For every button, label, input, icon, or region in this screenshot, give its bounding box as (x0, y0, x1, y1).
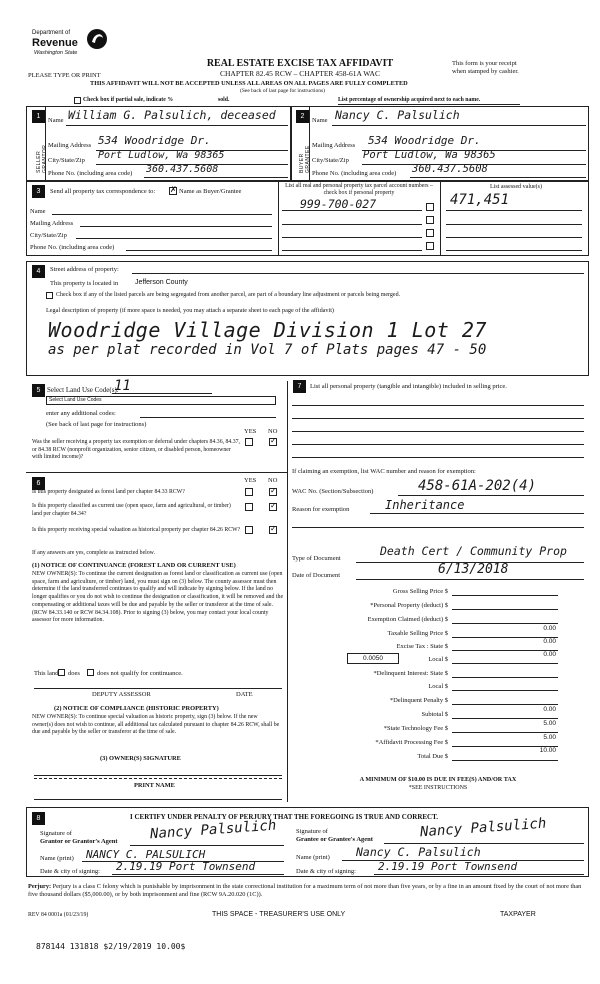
land-does-checkbox[interactable] (58, 669, 65, 676)
excise-local-value: 0.00 (543, 651, 556, 658)
parcel-personal-checkbox-3[interactable] (426, 229, 434, 237)
please-type: PLEASE TYPE OR PRINT (28, 72, 101, 79)
seller-phone-field[interactable]: 360.437.5608 (146, 164, 219, 175)
revenue-logo (32, 28, 112, 64)
personal-property-deduct-label: *Personal Property (deduct) $ (370, 602, 448, 609)
assessed-value-field[interactable]: 471,451 (450, 192, 510, 208)
grantee-sig-label1: Signature of (296, 828, 328, 835)
seller-city-label: City/State/Zip (48, 157, 85, 164)
buyer-mailing-label: Mailing Address (312, 142, 356, 149)
exemption-question: Was the seller receiving a property tax exemption or deferral under chapters 84.36, 84.37, or 84.38 RCW (nonprofit organization, senior citizen, or disabled person, homeowner with limited income)? (32, 439, 240, 460)
section-8-number: 8 (32, 812, 45, 825)
processing-fee-label: *Affidavit Processing Fee $ (375, 739, 448, 746)
parcel-personal-checkbox-1[interactable] (426, 203, 434, 211)
treasurer-use-label: THIS SPACE - TREASURER'S USE ONLY (212, 911, 346, 918)
notice2-title: (2) NOTICE OF COMPLIANCE (HISTORIC PROPERTY) (54, 705, 219, 712)
notice1-text: NEW OWNER(S): To continue the current designation as forest land or classification as current use (open space, farm and agriculture, or timber) land, you must sign on (3) below. The county assessor must then determine if the land transferred continues to qualify and will indicate by signing below. If the land no longer qualifies or you do not wish to continue the designation or classification, it will be removed and the compensating or additional taxes will be due and payable by the seller or transferor at the time of sale. (RCW 84.33.140 or RCW 84.34.108). Prior to signing (3) below, you may contact your local county assessor for more information. (32, 571, 284, 624)
section-7-number: 7 (293, 380, 306, 393)
doc-type-value[interactable]: Death Cert / Community Prop (380, 544, 567, 558)
s5-no-header: NO (268, 428, 278, 435)
exemption-yes-checkbox[interactable] (245, 438, 253, 446)
doc-date-label: Date of Document (292, 572, 341, 579)
buyer-side-label: BUYER GRANTEE (299, 145, 311, 173)
doc-date-value[interactable]: 6/13/2018 (438, 562, 509, 577)
located-in-label: This property is located in (50, 280, 119, 287)
dor-swirl-icon (86, 28, 108, 50)
grantor-signature[interactable]: Nancy Palsulich (149, 817, 277, 843)
warning-line: THIS AFFIDAVIT WILL NOT BE ACCEPTED UNLESS ALL AREAS ON ALL PAGES ARE FULLY COMPLETED (90, 80, 408, 87)
assessor-date-label: DATE (236, 691, 253, 698)
buyer-city-label: City/State/Zip (312, 157, 349, 164)
agency-line2: Revenue (32, 37, 78, 49)
section-4-number: 4 (32, 265, 45, 278)
form-subtitle: CHAPTER 82.45 RCW – CHAPTER 458-61A WAC (220, 69, 380, 78)
parcel-number-field[interactable]: 999-700-027 (300, 197, 377, 211)
technology-fee-label: *State Technology Fee $ (383, 725, 448, 732)
s3-mailing-label: Mailing Address (30, 220, 74, 227)
ownership-label: List percentage of ownership acquired next to each name. (338, 97, 481, 103)
exemption-claimed-label: Exemption Claimed (deduct) $ (367, 616, 448, 623)
forest-yes-checkbox[interactable] (245, 488, 253, 496)
deputy-assessor-label: DEPUTY ASSESSOR (92, 691, 151, 698)
personal-property-label: List all personal property (tangible and intangible) included in selling price. (310, 383, 507, 390)
parcel-personal-checkbox-4[interactable] (426, 242, 434, 250)
owner-signature-label: (3) OWNER(S) SIGNATURE (100, 755, 181, 762)
certify-statement: I CERTIFY UNDER PENALTY OF PERJURY THAT THE FOREGOING IS TRUE AND CORRECT. (130, 813, 439, 821)
seller-mailing-field[interactable]: 534 Woodridge Dr. (98, 134, 211, 147)
notice2-text: NEW OWNER(S): To continue special valuation as historic property, sign (3) below. If the new owner(s) does not wish to continue, all additional tax calculated pursuant to chapter 84.26 RCW, shall be due and payable by the seller or transferor at the time of sale. (32, 714, 280, 736)
perjury-statement (28, 883, 588, 899)
agency-line3: Washington State (34, 50, 78, 56)
seller-phone-label: Phone No. (including area code) (48, 170, 133, 177)
s3-city-label: City/State/Zip (30, 232, 67, 239)
legal-description-line1[interactable]: Woodridge Village Division 1 Lot 27 (48, 318, 487, 342)
local-rate-field[interactable]: 0.0050 (347, 653, 399, 664)
county-value: Jefferson County (135, 279, 188, 286)
send-correspondence-label: Send all property tax correspondence to: (50, 188, 156, 195)
if-yes-instruction: If any answers are yes, complete as instructed below. (32, 550, 155, 556)
historic-no-checkbox[interactable] (269, 526, 277, 534)
grantor-date-label: Date & city of signing: (40, 868, 100, 875)
section-5-number: 5 (32, 384, 45, 397)
delinquent-penalty-label: *Delinquent Penalty $ (389, 697, 448, 704)
minimum-note: A MINIMUM OF $10.00 IS DUE IN FEE(S) AND/OR TAX (359, 776, 517, 783)
excise-state-value: 0.00 (543, 638, 556, 645)
land-use-label: Select Land Use Code(s): (47, 386, 119, 394)
partial-sale-label: Check box if partial sale, indicate % (83, 97, 174, 103)
perjury-text: Perjury is a class C felony which is punishable by imprisonment in the state correctional institution for a maximum term of not more than five years, or by a fine in an amount fixed by the court of not more than five thousand dollars ($5,000.00), or by both imprisonment and fine (RCW 9A.20.020 (1C)). (28, 883, 582, 898)
buyer-name-label: Name (312, 117, 328, 124)
see-instructions: *SEE INSTRUCTIONS (408, 785, 468, 791)
land-use-value[interactable]: 11 (114, 378, 131, 394)
taxable-selling-price-value: 0.00 (543, 625, 556, 632)
exemption-claim-label: If claiming an exemption, list WAC number and reason for exemption: (292, 468, 476, 475)
receipt-note-1: This form is your receipt (452, 60, 517, 67)
excise-state-label: Excise Tax : State $ (396, 643, 448, 650)
s6-yes-header: YES (244, 477, 257, 484)
doc-type-label: Type of Document (292, 555, 341, 562)
instructions-note: (See back of last page for instructions) (240, 88, 325, 94)
delinquent-interest-state-label: *Delinquent Interest: State $ (373, 670, 448, 677)
excise-local-label: Local $ (428, 656, 448, 663)
current-use-no-checkbox[interactable] (269, 503, 277, 511)
legal-description-line2[interactable]: as per plat recorded in Vol 7 of Plats pages 47 - 50 (48, 342, 487, 358)
parcel-header: List all real and personal property tax parcel account numbers – check box if personal property (285, 183, 433, 196)
buyer-phone-field[interactable]: 360.437.5608 (412, 163, 488, 175)
taxpayer-label: TAXPAYER (500, 911, 536, 918)
seller-mailing-label: Mailing Address (48, 142, 92, 149)
gross-selling-price-label: Gross Selling Price $ (392, 588, 448, 595)
land-use-see-back: (See back of last page for instructions) (46, 421, 147, 428)
cashier-stamp: 878144 131818 $2/19/2019 10.00$ (36, 942, 186, 951)
taxable-selling-price-label: Taxable Selling Price $ (387, 630, 448, 637)
technology-fee-value: 5.00 (543, 720, 556, 727)
s6-no-header: NO (268, 477, 278, 484)
delinquent-interest-local-label: Local $ (428, 683, 448, 690)
section-6-number: 6 (32, 477, 45, 490)
segregated-label: Check box if any of the listed parcels are being segregated from another parcel, are part of a boundary line adjustment or parcels being merged. (56, 292, 401, 298)
exemption-no-checkbox[interactable] (269, 438, 277, 446)
agency-line1: Department of (32, 30, 71, 36)
section-2-number: 2 (296, 110, 309, 123)
grantee-signature[interactable]: Nancy Palsulich (419, 815, 547, 841)
reason-value[interactable]: Inheritance (385, 498, 465, 512)
partial-sale-checkbox[interactable] (74, 97, 81, 104)
land-use-dropdown[interactable]: Select Land Use Codes (46, 396, 276, 405)
grantee-name-field[interactable]: Nancy C. Palsulich (356, 845, 481, 859)
grantee-sig-label2: Grantee or Grantee's Agent (296, 836, 373, 843)
receipt-note-2: when stamped by cashier. (452, 68, 519, 75)
s3-phone-label: Phone No. (including area code) (30, 244, 115, 251)
land-does-not-checkbox[interactable] (87, 669, 94, 676)
land-does-label: does (68, 670, 80, 677)
this-land-label: This land (34, 670, 59, 677)
legal-description-label: Legal description of property (if more space is needed, you may attach a separate sheet to each page of the affidavit) (46, 307, 334, 314)
partial-sale-suffix: sold. (218, 97, 230, 103)
current-use-question: Is this property classified as current use (open space, farm and agricultural, or timber) land per chapter 84.34? (32, 503, 231, 517)
subtotal-value: 0.00 (543, 706, 556, 713)
land-does-not-label: does not qualify for continuance. (97, 670, 183, 677)
section-1-number: 1 (32, 110, 45, 123)
form-number: REV 84 0001a (01/23/19) (28, 912, 89, 918)
street-address-label: Street address of property: (50, 266, 119, 273)
grantor-date-field[interactable]: 2.19.19 Port Townsend (116, 860, 256, 873)
segregated-checkbox[interactable] (46, 292, 53, 299)
seller-name-field[interactable]: William G. Palsulich, deceased (68, 108, 276, 122)
same-as-buyer-checkbox[interactable] (169, 187, 177, 195)
grantee-name-label: Name (print) (296, 854, 330, 861)
s5-yes-header: YES (244, 428, 257, 435)
additional-codes-label: enter any additional codes: (46, 410, 116, 417)
grantee-date-label: Date & city of signing: (296, 868, 356, 875)
form-title: REAL ESTATE EXCISE TAX AFFIDAVIT (206, 58, 394, 69)
section-3-number: 3 (32, 185, 45, 198)
seller-city-field[interactable]: Port Ludlow, Wa 98365 (98, 150, 225, 161)
perjury-label: Perjury: (28, 883, 52, 890)
reason-label: Reason for exemption (292, 506, 350, 513)
s3-name-label: Name (30, 208, 46, 215)
parcel-personal-checkbox-2[interactable] (426, 216, 434, 224)
print-name-label: PRINT NAME (134, 782, 175, 789)
seller-name-label: Name (48, 117, 64, 124)
grantor-sig-label2: Grantor or Grantor's Agent (40, 838, 118, 845)
grantor-sig-label1: Signature of (40, 830, 72, 837)
wac-value[interactable]: 458-61A-202(4) (418, 478, 537, 494)
wac-label: WAC No. (Section/Subsection) (292, 488, 374, 495)
processing-fee-value: 5.00 (543, 734, 556, 741)
current-use-yes-checkbox[interactable] (245, 503, 253, 511)
forest-no-checkbox[interactable] (269, 488, 277, 496)
seller-side-label: SELLER GRANTOR (36, 144, 48, 173)
grantee-date-field[interactable]: 2.19.19 Port Townsend (378, 860, 518, 873)
buyer-mailing-field[interactable]: 534 Woodridge Dr. (368, 134, 481, 147)
buyer-city-field[interactable]: Port Ludlow, Wa 98365 (363, 149, 496, 161)
notice1-title: (1) NOTICE OF CONTINUANCE (FOREST LAND OR CURRENT USE) (32, 562, 236, 569)
historic-yes-checkbox[interactable] (245, 526, 253, 534)
forest-land-question: Is this property designated as forest land per chapter 84.33 RCW? (32, 489, 185, 495)
historic-question: Is this property receiving special valuation as historical property per chapter 84.26 RCW? (32, 527, 241, 533)
total-due-value: 10.00 (539, 747, 556, 754)
total-due-label: Total Due $ (417, 753, 448, 760)
buyer-phone-label: Phone No. (including area code) (312, 170, 397, 177)
same-as-buyer-label: Name as Buyer/Grantee (179, 188, 242, 195)
assessed-header: List assessed value(s) (490, 184, 542, 190)
buyer-name-field[interactable]: Nancy C. Palsulich (335, 108, 460, 122)
subtotal-label: Subtotal $ (421, 711, 448, 718)
grantor-name-label: Name (print) (40, 855, 74, 862)
grantor-name-field[interactable]: NANCY C. PALSULICH (86, 848, 206, 861)
